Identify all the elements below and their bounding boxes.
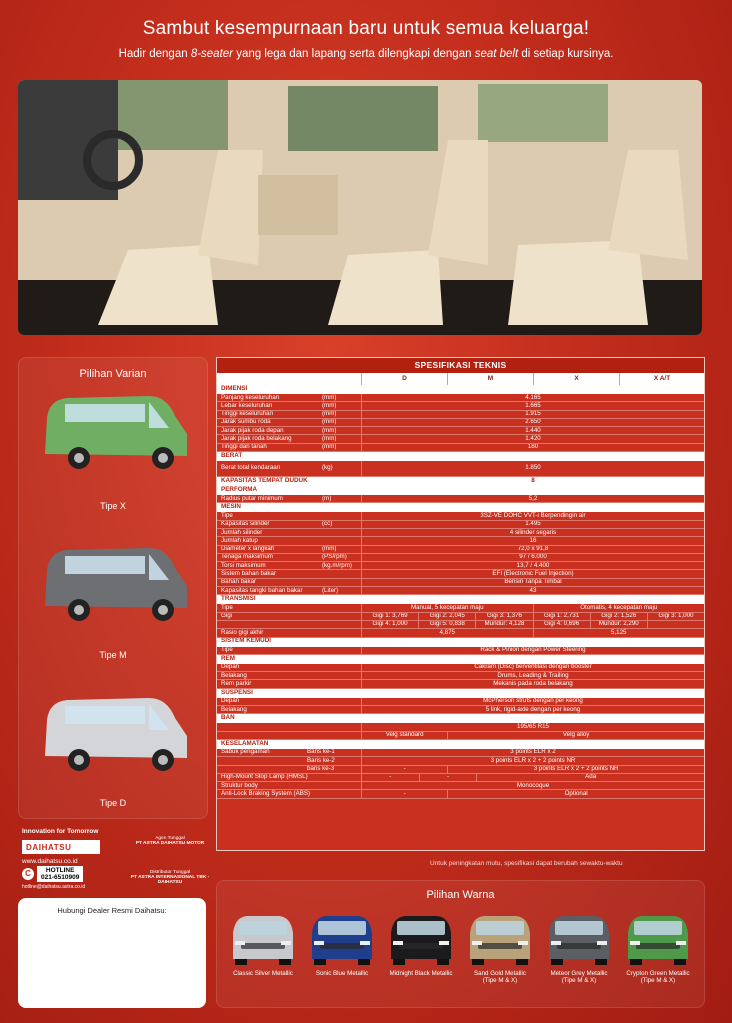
spec-split <box>362 766 704 773</box>
spec-row-label <box>217 698 362 705</box>
spec-value: McPherson struts dengan per keong <box>483 697 583 705</box>
spec-label-text: Tipe <box>221 604 233 611</box>
spec-split <box>362 732 704 739</box>
spec-label-text: Rasio gigi akhir <box>221 629 264 636</box>
variant-label-d: Tipe D <box>99 798 127 808</box>
column-m: M <box>448 373 534 385</box>
spec-row-label <box>217 394 362 401</box>
color-name <box>464 970 536 985</box>
hotline-email[interactable]: hotline@daihatsu.astra.co.id <box>22 884 86 890</box>
color-swatch <box>543 911 615 985</box>
spec-split-cell: - <box>362 774 420 781</box>
variant-panel <box>18 357 208 819</box>
spec-row-label <box>217 680 362 687</box>
spec-row-label <box>217 604 362 611</box>
spec-row-label <box>217 723 362 730</box>
dealer-box <box>18 898 206 1008</box>
spec-split-cell: Gigi 2: 1,526 <box>591 613 648 620</box>
spec-value: 13,7 / 4.400 <box>516 562 550 569</box>
spec-row-label <box>217 790 362 797</box>
spec-split-cell: 3 points ELR x 2 <box>510 748 556 756</box>
spec-table-title: SPESIFIKASI TEKNIS <box>217 358 704 373</box>
spec-label-text: Jarak pijak roda belakang <box>221 435 292 443</box>
spec-value: 1.850 <box>525 464 541 472</box>
daihatsu-logo: DAIHATSU <box>22 840 100 854</box>
spec-section-header: SISTEM KEMUDI <box>217 638 704 647</box>
spec-row-label <box>217 411 362 418</box>
spec-label-text: Panjang keseluruhan <box>221 394 280 401</box>
brand-tagline: Innovation for Tomorrow <box>22 828 99 835</box>
spec-row <box>217 562 704 570</box>
spec-row-label <box>217 529 362 536</box>
spec-value: Cakram (Disc) berventilasi dengan booster <box>474 663 592 671</box>
spec-section-value: 8 <box>531 476 535 484</box>
spec-split-cell: Velg alloy <box>562 731 590 739</box>
spec-unit: (mm) <box>322 402 337 409</box>
spec-split-cell: Otomatis, 4 kecepatan maju <box>580 604 658 611</box>
spec-split-cell: - <box>362 766 448 773</box>
spec-value: Rack & Pinion dengan Power Steering <box>480 646 586 654</box>
spec-value: 1.915 <box>525 410 541 418</box>
spec-split-cell: 3 points ELR x 2 + 2 points NR <box>533 765 619 773</box>
spec-section-header: SUSPENSI <box>217 689 704 698</box>
spec-row-label <box>217 461 362 476</box>
spec-row <box>217 521 704 529</box>
spec-split-cell: Gigi 5: 0,838 <box>419 621 476 628</box>
spec-row <box>217 766 704 774</box>
spec-split-cell: Mundur: 2,290 <box>591 621 648 628</box>
spec-unit: (mm) <box>322 435 337 443</box>
spec-unit: (mm) <box>322 427 337 434</box>
spec-row <box>217 749 704 757</box>
color-swatch <box>622 911 694 985</box>
spec-row <box>217 546 704 554</box>
spec-split-cell: Gigi 2: 2,045 <box>419 613 476 620</box>
spec-sub-label: Baris ke-2 <box>307 757 335 764</box>
distributor-info: Distributor Tunggal PT ASTRA INTERNASIONAL TBK - DAIHATSU <box>130 870 210 885</box>
spec-section-header: TRANSMISI <box>217 595 704 604</box>
spec-row <box>217 782 704 790</box>
spec-label-text: Tipe <box>221 512 233 519</box>
spec-label-text: Radius putar minimum <box>221 495 283 502</box>
spec-label-text: High-Mount Stop Lamp (HMSL) <box>221 773 308 781</box>
spec-unit: (mm) <box>322 394 337 401</box>
spec-value: 180 <box>527 443 539 451</box>
spec-label-text: Belakang <box>221 672 247 679</box>
spec-label-text: Diameter x langkah <box>221 545 275 553</box>
spec-value: 43 <box>529 587 537 594</box>
spec-split-cell: 3 points ELR x 2 + 2 points NR <box>490 757 576 764</box>
color-name-text: Classic Silver Metallic <box>233 970 293 977</box>
spec-unit: (kg.m/rpm) <box>322 562 352 569</box>
color-name-text: Sonic Blue Metallic <box>315 970 369 977</box>
spec-value: 5,2 <box>528 495 538 502</box>
spec-value: 1.665 <box>525 402 541 409</box>
color-availability: (Tipe M & X) <box>482 977 518 985</box>
phone-icon: C <box>22 868 34 880</box>
spec-row-label <box>217 435 362 442</box>
spec-row <box>217 495 704 503</box>
spec-row-label <box>217 402 362 409</box>
van-front-icon <box>464 911 536 967</box>
spec-row <box>217 529 704 537</box>
spec-row-label <box>217 782 362 789</box>
spec-label-text: Bahan bakar <box>221 578 257 586</box>
color-name <box>227 970 299 977</box>
spec-row-label <box>217 562 362 569</box>
van-front-icon <box>227 911 299 967</box>
color-swatch <box>464 911 536 985</box>
spec-row-label <box>217 427 362 434</box>
spec-row-label <box>217 419 362 426</box>
variant-label-m: Tipe M <box>99 650 127 660</box>
spec-row <box>217 790 704 798</box>
spec-label-text: Tinggi keseluruhan <box>221 410 274 418</box>
dealer-label: Hubungi Dealer Resmi Daihatsu: <box>57 906 167 915</box>
brand-block <box>20 828 215 892</box>
spec-section-header: BAN <box>217 714 704 723</box>
van-front-icon <box>306 911 378 967</box>
spec-value: 5 link, rigid-axle dengan per keong <box>485 706 581 713</box>
spec-split <box>362 757 704 764</box>
spec-row <box>217 579 704 587</box>
spec-row <box>217 411 704 419</box>
spec-value: 1.495 <box>525 520 541 528</box>
subheadline: Hadir dengan 8-seater yang lega dan lapang serta dilengkapi dengan seat belt di setiap kursinya. <box>118 48 614 60</box>
spec-split <box>362 629 704 636</box>
color-swatch <box>227 911 299 977</box>
color-availability: (Tipe M & X) <box>640 977 676 985</box>
spec-row <box>217 461 704 477</box>
spec-label-text: Sistem bahan bakar <box>221 570 277 577</box>
spec-section-header: PERFORMA <box>217 486 704 495</box>
spec-label-text: Belakang <box>221 706 247 713</box>
spec-split <box>362 749 704 756</box>
spec-split-cell: Manual, 5 kecepatan maju <box>362 604 534 611</box>
van-image-x <box>37 388 193 476</box>
spec-row <box>217 419 704 427</box>
spec-row-label <box>217 706 362 713</box>
spec-row-label <box>217 587 362 594</box>
spec-row-label <box>217 546 362 553</box>
spec-row-label <box>217 621 362 628</box>
color-name-text: Meteor Grey Metallic <box>550 970 608 977</box>
spec-unit: (Liter) <box>322 587 339 594</box>
spec-split-cell: - <box>362 790 448 797</box>
spec-row <box>217 613 704 621</box>
spec-row-label <box>217 647 362 654</box>
spec-sub-label: baris ke-3 <box>307 765 335 773</box>
spec-row-label <box>217 554 362 561</box>
spec-row <box>217 537 704 545</box>
spec-table <box>216 357 705 851</box>
spec-split <box>362 790 704 797</box>
agent-info: Agen Tunggal PT ASTRA DAIHATSU MOTOR <box>135 836 205 846</box>
spec-sub-label: Baris ke-1 <box>307 748 335 756</box>
spec-split-cell: Gigi 3: 1,376 <box>476 613 533 620</box>
spec-row <box>217 672 704 680</box>
spec-rows <box>217 385 704 799</box>
spec-row <box>217 621 704 629</box>
spec-split-cell <box>648 621 704 628</box>
spec-split-cell: 4,875 <box>362 629 534 636</box>
spec-value: 4.165 <box>525 394 541 401</box>
spec-row <box>217 402 704 410</box>
spec-row-label <box>217 749 362 756</box>
color-swatch <box>306 911 378 977</box>
spec-split <box>362 774 704 781</box>
spec-value: Mekanis pada roda belakang <box>493 680 573 687</box>
color-panel <box>216 880 705 1008</box>
van-front-icon <box>385 911 457 967</box>
spec-value: 16 <box>529 537 537 544</box>
color-name-text: Sand Gold Metallic <box>474 970 526 977</box>
spec-split <box>362 604 704 611</box>
spec-row <box>217 629 704 637</box>
spec-note: Untuk peningkatan mutu, spesifikasi dapat berubah sewaktu-waktu <box>430 860 623 867</box>
spec-row <box>217 554 704 562</box>
spec-value: 4 silinder segaris <box>509 528 557 536</box>
spec-row-label <box>217 757 362 764</box>
spec-split <box>362 613 704 620</box>
color-name-text: Midnight Black Metallic <box>389 970 453 977</box>
spec-label-text: Jarak pijak roda depan <box>221 427 284 434</box>
spec-label-text: Sabuk pengaman <box>221 748 270 756</box>
spec-row <box>217 604 704 612</box>
spec-split-cell: Gigi 3: 1,000 <box>658 612 694 620</box>
spec-unit: (m) <box>322 495 332 502</box>
spec-label-text: Struktur body <box>221 782 258 789</box>
spec-label-text: Depan <box>221 697 240 705</box>
spec-value: Monocoque <box>516 782 550 789</box>
van-image-d <box>37 690 193 778</box>
spec-row-label <box>217 512 362 519</box>
spec-row-label <box>217 521 362 528</box>
spec-unit: (cc) <box>322 520 333 528</box>
spec-label-text: Jumlah silinder <box>221 528 263 536</box>
hotline-title: HOTLINE <box>45 867 75 874</box>
spec-row-label <box>217 766 362 773</box>
spec-row <box>217 435 704 443</box>
spec-row-label <box>217 444 362 451</box>
spec-unit: (PS/rpm) <box>322 553 347 561</box>
spec-row-label <box>217 495 362 502</box>
spec-label-text: Rem parkir <box>221 680 252 687</box>
website-link[interactable]: www.daihatsu.co.id <box>22 858 78 865</box>
color-name-text: Crypton Green Metallic <box>626 970 690 977</box>
spec-unit: (mm) <box>322 410 337 418</box>
hotline <box>22 866 83 882</box>
spec-split-cell: 5,125 <box>611 629 627 636</box>
spec-label-text: Anti-Lock Braking System (ABS) <box>221 790 311 797</box>
spec-row-label <box>217 774 362 781</box>
spec-row <box>217 427 704 435</box>
spec-label-text: Gigi <box>221 612 233 620</box>
spec-value: 97 / 6.000 <box>519 553 547 561</box>
spec-row-label <box>217 629 362 636</box>
spec-value: 72,0 x 91,8 <box>517 545 549 553</box>
spec-value: 1.420 <box>525 435 541 443</box>
spec-label-text: Torsi maksimum <box>221 562 266 569</box>
spec-value: EFI (Electronic Fuel Injection) <box>492 570 574 577</box>
spec-value: 3SZ-VE DOHC VVT-i Berpendingin air <box>480 512 586 519</box>
spec-row <box>217 723 704 731</box>
spec-row <box>217 680 704 688</box>
spec-value: 2.650 <box>525 418 541 426</box>
spec-unit: (mm) <box>322 418 337 426</box>
spec-label-text: Kapasitas tangki bahan bakar <box>221 587 303 594</box>
van-front-icon <box>543 911 615 967</box>
spec-section-header: DIMENSI <box>217 385 704 394</box>
column-x: X <box>534 373 620 385</box>
color-panel-title: Pilihan Warna <box>426 889 495 901</box>
spec-value: 195/65 R15 <box>517 723 549 730</box>
spec-column-header <box>217 373 704 385</box>
color-name <box>306 970 378 977</box>
van-image-m <box>37 540 193 628</box>
spec-split-cell: Gigi 4: 0,696 <box>534 621 591 628</box>
color-name <box>385 970 457 977</box>
spec-row-label <box>217 732 362 739</box>
spec-label-text: Tenaga maksimum <box>221 553 273 561</box>
spec-section-header: REM <box>217 655 704 664</box>
spec-split-cell: Velg standard <box>362 732 448 739</box>
spec-split-cell: - <box>420 774 478 781</box>
spec-row <box>217 647 704 655</box>
spec-label-text: Jumlah katup <box>221 537 258 544</box>
spec-label-text: Jarak sumbu roda <box>221 418 271 426</box>
color-availability: (Tipe M & X) <box>561 977 597 985</box>
spec-row <box>217 757 704 765</box>
spec-row <box>217 570 704 578</box>
spec-label-text: Berat total kendaraan <box>221 464 281 472</box>
spec-section-header: BERAT <box>217 452 704 461</box>
color-swatch <box>385 911 457 977</box>
spec-value: 1.440 <box>525 427 541 434</box>
spec-split <box>362 621 704 628</box>
spec-section-header <box>217 477 704 486</box>
spec-unit: (kg) <box>322 464 333 472</box>
spec-row-label <box>217 537 362 544</box>
spec-label-text: Lebar keseluruhan <box>221 402 273 409</box>
hotline-number: 021-6510909 <box>41 874 80 882</box>
spec-row <box>217 512 704 520</box>
variant-label-x: Tipe X <box>100 501 126 511</box>
spec-row <box>217 444 704 452</box>
spec-split-cell: Mundur: 4,128 <box>476 621 533 628</box>
spec-unit: (mm) <box>322 545 337 553</box>
spec-split-cell: Gigi 4: 1,000 <box>362 621 419 628</box>
column-d: D <box>362 373 448 385</box>
spec-row <box>217 706 704 714</box>
spec-row-label <box>217 579 362 586</box>
spec-value: Drums, Leading & Trailing <box>497 672 569 679</box>
spec-label-text: Kapasitas silinder <box>221 520 270 528</box>
spec-split-cell: Optional <box>564 790 588 797</box>
spec-section-header: KESELAMATAN <box>217 740 704 749</box>
color-name <box>543 970 615 985</box>
color-name <box>622 970 694 985</box>
spec-row <box>217 664 704 672</box>
spec-row-label <box>217 664 362 671</box>
spec-label-text: Depan <box>221 663 240 671</box>
spec-section-header: MESIN <box>217 503 704 512</box>
spec-row <box>217 587 704 595</box>
spec-value: Bensin Tanpa Timbal <box>504 578 562 586</box>
spec-split-cell: Ada <box>585 773 597 781</box>
spec-row-label <box>217 613 362 620</box>
spec-row-label <box>217 570 362 577</box>
headline: Sambut kesempurnaan baru untuk semua keluarga! <box>142 18 590 39</box>
spec-row <box>217 394 704 402</box>
variant-panel-title: Pilihan Varian <box>79 368 147 380</box>
interior-photo <box>18 80 702 335</box>
van-front-icon <box>622 911 694 967</box>
spec-row <box>217 774 704 782</box>
spec-row <box>217 732 704 740</box>
spec-unit: (mm) <box>322 443 337 451</box>
spec-section-name: KAPASITAS TEMPAT DUDUK <box>221 476 308 484</box>
spec-label-text: Tipe <box>221 646 233 654</box>
spec-row <box>217 698 704 706</box>
spec-split-cell: Gigi 1: 2,731 <box>534 613 591 620</box>
spec-split-cell: Gigi 1: 3,769 <box>362 613 419 620</box>
spec-label-text: Tinggi dari tanah <box>221 443 267 451</box>
spec-row-label <box>217 672 362 679</box>
column-xat: X A/T <box>653 374 671 382</box>
